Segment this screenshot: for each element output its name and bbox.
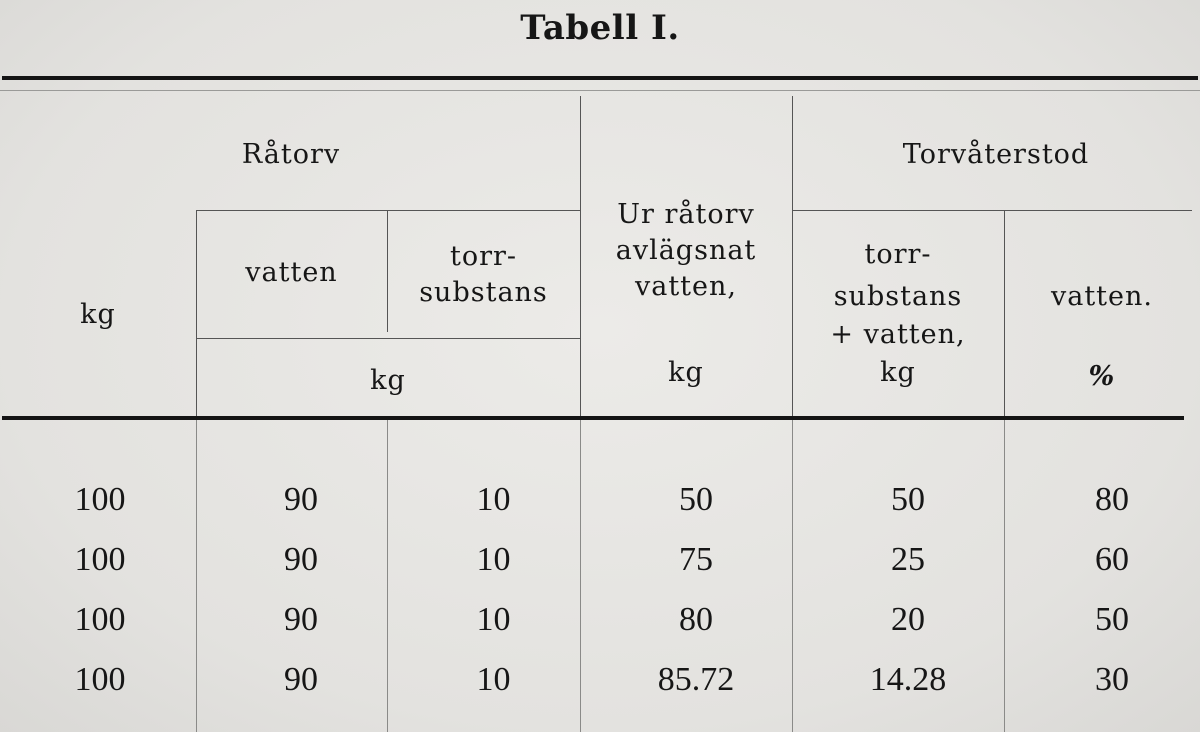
header-rest-vatten: vatten. <box>1050 281 1153 312</box>
ratorv-underline <box>196 210 580 211</box>
cell-rest-percent: 60 <box>1095 541 1129 578</box>
cell-vatten: 90 <box>284 601 318 638</box>
header-rest-line3: + vatten, <box>830 319 966 350</box>
cell-torrsubstans: 10 <box>476 541 511 578</box>
cell-kg: 100 <box>74 481 126 518</box>
header-rest-kg: kg <box>880 357 916 388</box>
torvaterstod-underline <box>792 210 1192 211</box>
header-ur-line3: vatten, <box>634 271 737 302</box>
cell-torrsubstans: 10 <box>476 661 511 698</box>
header-percent: % <box>1088 361 1116 392</box>
cell-rest-percent: 80 <box>1095 481 1129 518</box>
header-ratorv-kg: kg <box>370 365 406 396</box>
header-rest-line1: torr- <box>864 239 932 270</box>
table-title: Tabell I. <box>520 8 680 48</box>
cell-rest-kg: 25 <box>891 541 925 578</box>
cell-rest-kg: 20 <box>891 601 925 638</box>
cell-rest-percent: 50 <box>1095 601 1129 638</box>
cell-vatten: 90 <box>284 541 318 578</box>
cell-kg: 100 <box>74 541 126 578</box>
header-torvaterstod: Torvåterstod <box>902 139 1090 170</box>
header-bottom-rule <box>2 416 1184 420</box>
cell-ur-ratorv: 75 <box>679 541 713 578</box>
top-rule <box>2 76 1198 80</box>
cell-vatten: 90 <box>284 661 318 698</box>
header-torr-line2: substans <box>419 277 548 308</box>
faint-scan-line <box>0 90 1200 91</box>
cell-rest-kg: 50 <box>891 481 925 518</box>
cell-rest-percent: 30 <box>1095 661 1129 698</box>
cell-ur-ratorv: 50 <box>679 481 713 518</box>
header-torr-line1: torr- <box>449 241 518 272</box>
cell-torrsubstans: 10 <box>476 481 511 518</box>
cell-kg: 100 <box>74 661 126 698</box>
cell-ur-ratorv: 80 <box>679 601 713 638</box>
header-ur-kg: kg <box>668 357 704 388</box>
cell-torrsubstans: 10 <box>476 601 511 638</box>
ratorv-unit-line <box>196 338 580 339</box>
cell-vatten: 90 <box>284 481 318 518</box>
header-kg-first: kg <box>80 299 116 330</box>
header-vatten: vatten <box>245 257 338 288</box>
header-ur-line2: avlägsnat <box>615 235 757 266</box>
header-ur-line1: Ur råtorv <box>617 199 755 230</box>
cell-rest-kg: 14.28 <box>869 661 947 698</box>
cell-ur-ratorv: 85.72 <box>657 661 735 698</box>
header-ratorv: Råtorv <box>241 139 341 170</box>
cell-kg: 100 <box>74 601 126 638</box>
header-rest-line2: substans <box>833 281 963 312</box>
